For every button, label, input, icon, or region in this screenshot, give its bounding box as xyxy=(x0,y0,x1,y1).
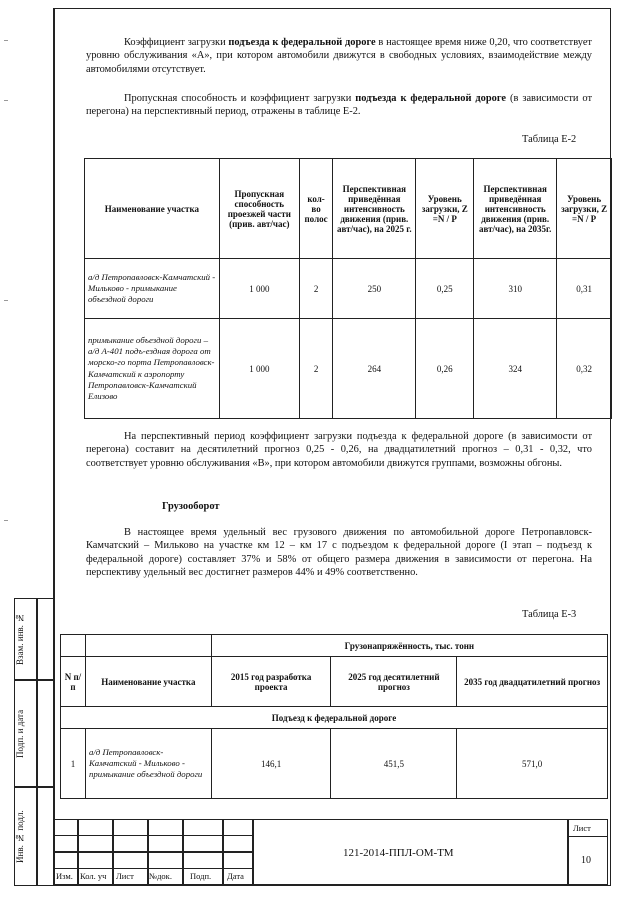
t3-cell: 1 xyxy=(61,729,86,799)
stamp-label-kol: Кол. уч xyxy=(80,871,107,881)
t2-cell: а/д Петропавловск-Камчатский - Мильково - примыкание объездной дороги xyxy=(85,259,220,319)
paragraph-prospective: На перспективный период коэффициент загрузки подъезда к федеральной дороге (в зависимости от перегона) составит на десятилетний прогноз 0,25 - 0,26, на двадцатилетний прогноз – 0,31 - 0,32, что соответствует уровню обслуживания «В», при котором автомобили движутся группами, возможны обгоны. xyxy=(86,431,592,469)
title-block xyxy=(53,819,608,885)
para1-bold: подъезда к федеральной дороге xyxy=(228,37,376,48)
side-box-vzam xyxy=(14,598,38,680)
t2-cell: 2 xyxy=(299,319,332,419)
sheet-number: 10 xyxy=(581,855,591,866)
table-row xyxy=(61,729,608,799)
t2-cell: 2 xyxy=(299,259,332,319)
side-box-vzam-value xyxy=(36,598,54,680)
table-row xyxy=(85,319,612,419)
stamp-label-podp: Подп. xyxy=(190,871,212,881)
stamp-label-list: Лист xyxy=(116,871,134,881)
side-label-podp: Подп. и дата xyxy=(15,709,25,758)
table-e3 xyxy=(60,634,608,799)
t3-header-2025: 2025 год десятилетний прогноз xyxy=(331,657,457,707)
t3-header-2035: 2035 год двадцатилетний прогноз xyxy=(457,657,608,707)
side-box-podp xyxy=(14,680,38,787)
t2-header-load-2035: Уровень загрузки, Z =N / P xyxy=(557,159,612,259)
table-e2 xyxy=(84,158,612,419)
t2-cell: 324 xyxy=(474,319,557,419)
t3-cell: 146,1 xyxy=(211,729,331,799)
side-box-inv xyxy=(14,787,38,886)
t2-header-lanes: кол-во полос xyxy=(299,159,332,259)
paragraph-load-factor xyxy=(86,36,592,76)
t2-cell: 0,31 xyxy=(557,259,612,319)
t2-cell: 250 xyxy=(333,259,416,319)
t2-cell: примыкание объездной дороги – а/д А-401 подъ-ездная дорога от морско-го порта Петропавловск-Камчатский к аэропорту Петропавловск-Камчатский Елизово xyxy=(85,319,220,419)
t2-header-capacity: Пропускная способность проезжей части (прив. авт/час) xyxy=(219,159,299,259)
t2-cell: 264 xyxy=(333,319,416,419)
stamp-label-ndok: №док. xyxy=(149,871,172,881)
t2-header-name: Наименование участка xyxy=(85,159,220,259)
t2-cell: 1 000 xyxy=(219,319,299,419)
side-box-podp-value xyxy=(36,680,54,787)
t2-cell: 0,26 xyxy=(416,319,474,419)
table-e3-caption: Таблица Е-3 xyxy=(522,609,577,620)
stamp-label-data: Дата xyxy=(227,871,244,881)
t3-header-2015: 2015 год разработка проекта xyxy=(211,657,331,707)
section-heading: Грузооборот xyxy=(162,501,220,512)
t3-cell: 571,0 xyxy=(457,729,608,799)
t2-cell: 0,32 xyxy=(557,319,612,419)
t3-cell: 451,5 xyxy=(331,729,457,799)
t3-section-row: Подъезд к федеральной дороге xyxy=(61,707,608,729)
paragraph-capacity xyxy=(86,92,592,119)
t2-cell: 1 000 xyxy=(219,259,299,319)
t3-group-header: Грузонапряжённость, тыс. тонн xyxy=(211,635,607,657)
side-box-inv-value xyxy=(36,787,54,886)
para2-text-2: (в зависимости от перегона) на перспективный период, отражены в таблице Е-2. xyxy=(86,93,592,118)
sheet-label: Лист xyxy=(573,823,591,833)
t3-header-num: N п/п xyxy=(61,657,86,707)
document-code: 121-2014-ППЛ-ОМ-ТМ xyxy=(343,847,454,859)
t3-header-name: Наименование участка xyxy=(85,657,211,707)
t2-header-load-2025: Уровень загрузки, Z =N / P xyxy=(416,159,474,259)
t2-header-intensity-2025: Перспективная приведённая интенсивность движения (прив. авт/час), на 2025 г. xyxy=(333,159,416,259)
table-e2-caption: Таблица Е-2 xyxy=(522,134,577,145)
para1-text-1: Коэффициент загрузки xyxy=(124,37,229,48)
para2-bold: подъезда к федеральной дороге xyxy=(355,93,507,104)
t2-header-intensity-2035: Перспективная приведённая интенсивность движения (прив. авт/час), на 2035г. xyxy=(474,159,557,259)
t2-cell: 310 xyxy=(474,259,557,319)
side-label-inv: Инв. № подл. xyxy=(15,810,25,863)
t2-cell: 0,25 xyxy=(416,259,474,319)
para1-text-2: в настоящее время ниже 0,20, что соответствует уровню обслуживания «А», при котором автомобили движутся в свободных условиях, взаимодействие между автомобилями отсутствует. xyxy=(86,37,592,75)
para2-text-1: Пропускная способность и коэффициент загрузки xyxy=(124,93,356,104)
t3-cell: а/д Петропавловск-Камчатский - Мильково - примыкание объездной дороги xyxy=(85,729,211,799)
paragraph-freight: В настоящее время удельный вес грузового движения по автомобильной дороге Петропавловск-Камчатский – Мильково на участке км 12 – км 17 с подъездом к федеральной дороге (I этап – подъезд к федеральной дороге) составляет 37% и 58% от общего размера движения в зависимости от перегона. На перспективу удельный вес достигнет размеров 44% и 49% соответственно. xyxy=(86,527,592,579)
stamp-label-izm: Изм. xyxy=(56,871,73,881)
table-row xyxy=(85,259,612,319)
side-label-vzam: Взам. инв. № xyxy=(15,612,25,666)
